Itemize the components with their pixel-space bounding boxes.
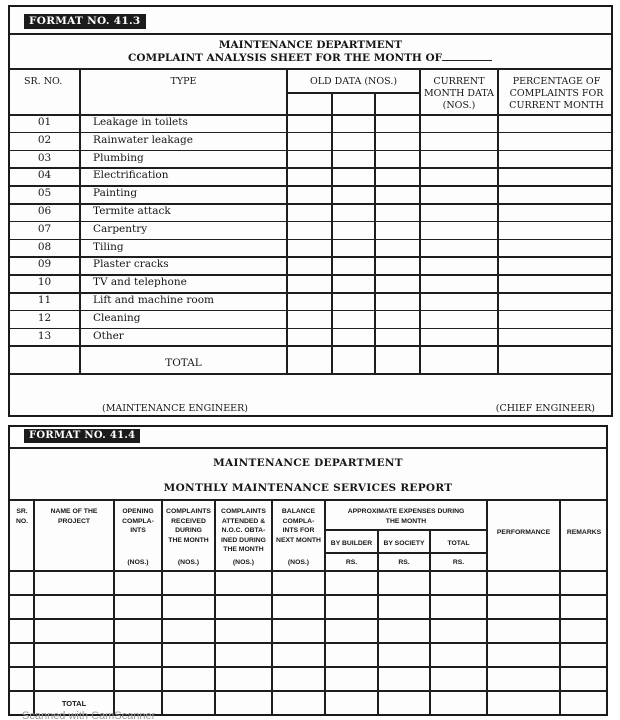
- col-sr-no: SR. NO.: [15, 508, 29, 525]
- col-divider: [374, 92, 376, 373]
- row-divider: [10, 642, 606, 644]
- col-divider: [324, 499, 326, 714]
- col-performance: PERFORMANCE: [496, 529, 551, 536]
- divider: [325, 552, 487, 554]
- row-sr-no: 06: [37, 205, 52, 217]
- divider: [10, 68, 611, 70]
- row-complaint-type: Cleaning: [93, 311, 141, 324]
- row-sr-no: 09: [37, 258, 52, 271]
- col-by-builder: BY BUILDER: [330, 540, 373, 547]
- row-divider: [10, 594, 606, 596]
- row-complaint-type: Leakage in toilets: [93, 116, 188, 128]
- sheet-title-text: COMPLAINT ANALYSIS SHEET FOR THE MONTH OF: [128, 52, 443, 64]
- row-complaint-type: Plaster cracks: [93, 258, 169, 271]
- col-divider: [79, 68, 81, 373]
- unit-rs: RS.: [345, 559, 358, 566]
- row-complaint-type: Termite attack: [93, 205, 171, 217]
- col-divider: [286, 68, 288, 373]
- row-sr-no: 03: [37, 151, 52, 164]
- row-sr-no: 04: [37, 169, 52, 182]
- col-divider: [486, 499, 488, 714]
- row-divider: [10, 618, 606, 620]
- row-complaint-type: TV and telephone: [93, 276, 187, 289]
- col-expenses-total: TOTAL: [447, 540, 470, 547]
- row-divider: [10, 690, 606, 692]
- col-divider: [271, 499, 273, 714]
- row-complaint-type: Rainwater leakage: [93, 133, 193, 146]
- divider: [325, 529, 487, 531]
- scanner-watermark: Scanned with CamScanner: [22, 710, 156, 720]
- row-sr-no: 13: [37, 329, 52, 342]
- maintenance-engineer-signature: (MAINTENANCE ENGINEER): [102, 403, 248, 414]
- unit-nos: (NOS.): [287, 559, 310, 566]
- unit-nos: (NOS.): [232, 559, 255, 566]
- col-divider: [377, 529, 379, 714]
- divider: [10, 570, 606, 572]
- col-current-month: CURRENT MONTH DATA (NOS.): [423, 76, 495, 111]
- row-divider: [10, 345, 611, 347]
- department-title: MAINTENANCE DEPARTMENT: [213, 457, 403, 469]
- col-approximate-expenses: APPROXIMATE EXPENSES DURING THE MONTH: [347, 508, 465, 525]
- report-title: MONTHLY MAINTENANCE SERVICES REPORT: [163, 482, 453, 494]
- col-divider: [419, 68, 421, 373]
- row-complaint-type: Other: [93, 329, 124, 342]
- row-sr-no: 11: [37, 294, 52, 306]
- row-sr-no: 10: [37, 276, 52, 289]
- col-divider: [429, 529, 431, 714]
- row-complaint-type: Plumbing: [93, 151, 144, 164]
- col-divider: [113, 499, 115, 714]
- format-badge: FORMAT NO. 41.3: [24, 14, 146, 29]
- col-balance-complaints: BALANCE COMPLA- INTS FOR NEXT MONTH: [276, 508, 321, 544]
- row-complaint-type: Electrification: [93, 169, 169, 182]
- col-type: TYPE: [170, 76, 197, 87]
- col-sr-no: SR. NO.: [24, 76, 63, 87]
- col-divider: [33, 499, 35, 714]
- divider: [10, 33, 611, 35]
- row-complaint-type: Lift and machine room: [93, 294, 215, 306]
- row-complaint-type: Carpentry: [93, 222, 148, 235]
- format-badge: FORMAT NO. 41.4: [24, 429, 140, 443]
- total-label: TOTAL: [165, 357, 202, 369]
- row-sr-no: 12: [37, 311, 52, 324]
- sheet-title: [128, 52, 492, 64]
- unit-nos: (NOS.): [127, 559, 149, 566]
- col-divider: [331, 92, 333, 373]
- row-sr-no: 02: [37, 133, 52, 146]
- row-sr-no: 07: [37, 222, 52, 235]
- col-old-data: OLD DATA (NOS.): [309, 76, 398, 87]
- col-complaints-attended: COMPLAINTS ATTENDED & N.O.C. OBTA- INED DURING THE MONTH: [221, 508, 266, 553]
- month-field[interactable]: [442, 52, 492, 61]
- col-divider: [161, 499, 163, 714]
- divider: [10, 447, 606, 449]
- row-complaint-type: Painting: [93, 187, 138, 200]
- divider: [287, 92, 420, 94]
- maintenance-services-report-form: [8, 425, 608, 716]
- divider: [10, 373, 611, 375]
- row-complaint-type: Tiling: [93, 240, 124, 253]
- col-divider: [214, 499, 216, 714]
- unit-rs: RS.: [398, 559, 410, 566]
- row-sr-no: 08: [37, 240, 52, 253]
- department-title: MAINTENANCE DEPARTMENT: [218, 39, 403, 51]
- row-sr-no: 05: [37, 187, 52, 200]
- unit-nos: (NOS.): [177, 559, 200, 566]
- col-remarks: REMARKS: [566, 529, 602, 536]
- col-by-society: BY SOCIETY: [383, 540, 425, 547]
- total-label: TOTAL: [61, 699, 87, 708]
- unit-rs: RS.: [452, 559, 465, 566]
- col-opening-complaints: OPENING COMPLA- INTS: [122, 508, 154, 534]
- col-divider: [497, 68, 499, 373]
- col-project-name: NAME OF THE PROJECT: [50, 508, 98, 525]
- divider: [10, 499, 606, 501]
- chief-engineer-signature: (CHIEF ENGINEER): [495, 403, 595, 414]
- col-percentage: PERCENTAGE OF COMPLAINTS FOR CURRENT MONTH: [509, 76, 604, 111]
- col-divider: [559, 499, 561, 714]
- row-divider: [10, 666, 606, 668]
- complaint-analysis-form: [8, 5, 613, 417]
- col-complaints-received: COMPLAINTS RECEIVED DURING THE MONTH: [166, 508, 211, 544]
- row-sr-no: 01: [37, 116, 52, 128]
